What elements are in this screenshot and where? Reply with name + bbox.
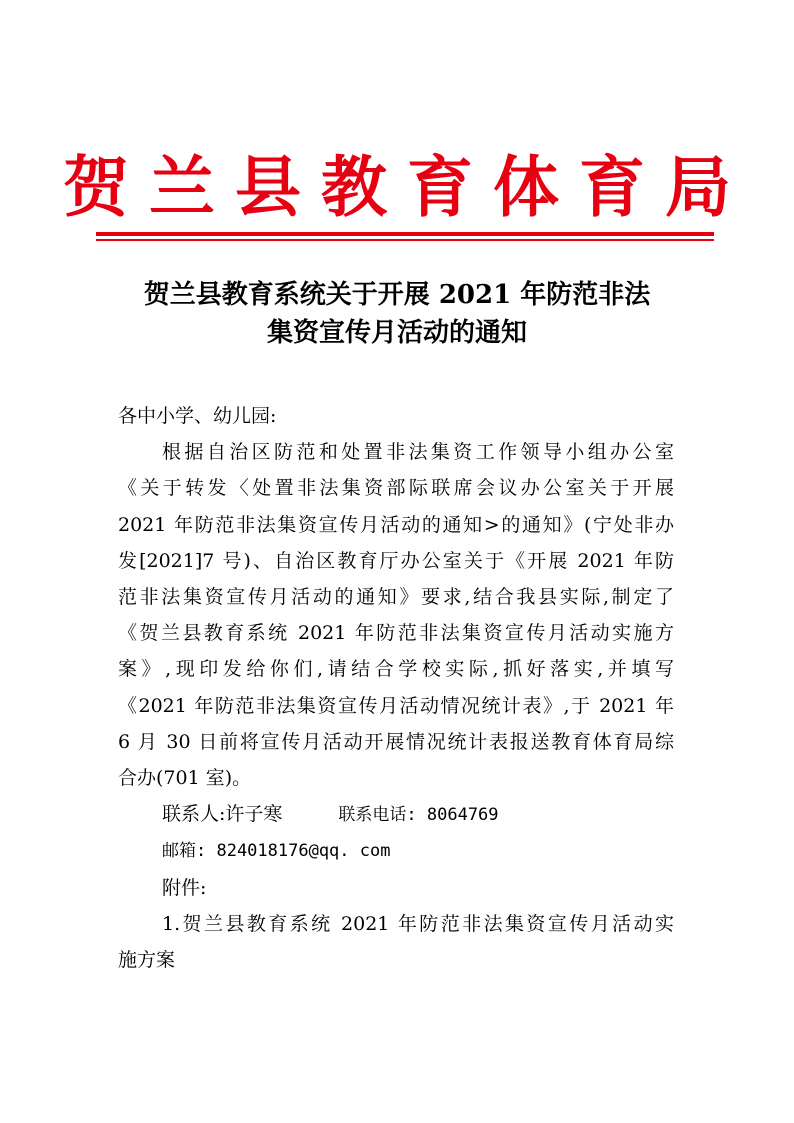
- paragraph-line: 根据自治区防范和处置非法集资工作领导小组办公室: [162, 441, 674, 464]
- document-body: [118, 398, 674, 978]
- masthead-title: 贺兰县教育体育局: [63, 148, 751, 226]
- document-title-line-1: 贺兰县教育系统关于开展 2021 年防范非法: [143, 280, 651, 310]
- contact-person: 联系人:许子寒: [162, 803, 283, 826]
- paragraph-line: 6 月 30 日前将宣传月活动开展情况统计表报送教育体育局综: [118, 730, 674, 753]
- paragraph-line: 案》,现印发给你们,请结合学校实际,抓好落实,并填写: [118, 658, 674, 681]
- contact-email: 邮箱: 824018176@qq. com: [162, 841, 391, 862]
- paragraph-line: 《贺兰县教育系统 2021 年防范非法集资宣传月活动实施方: [118, 622, 674, 645]
- paragraph-line: 合办(701 室)。: [118, 767, 252, 790]
- paragraph-line: 《2021 年防范非法集资宣传月活动情况统计表》,于 2021 年: [118, 694, 674, 717]
- paragraph-line: 《关于转发〈处置非法集资部际联席会议办公室关于开展: [118, 477, 674, 500]
- attachments-label: 附件:: [162, 876, 207, 899]
- paragraph-line: 2021 年防范非法集资宣传月活动的通知>的通知》(宁处非办: [118, 513, 674, 536]
- paragraph-line: 范非法集资宣传月活动的通知》要求,结合我县实际,制定了: [118, 586, 674, 609]
- paragraph-line: 发[2021]7 号)、自治区教育厅办公室关于《开展 2021 年防: [118, 549, 674, 572]
- masthead-rule-thick: [96, 232, 714, 236]
- attachment-item-1: 1.贺兰县教育系统 2021 年防范非法集资宣传月活动实: [162, 912, 674, 935]
- contact-phone: 联系电话: 8064769: [338, 805, 499, 826]
- salutation: 各中小学、幼儿园:: [118, 405, 277, 427]
- document-title: [90, 276, 704, 352]
- contact-line: [118, 796, 674, 833]
- attachment-item-1-continued: 施方案: [118, 949, 176, 972]
- document-title-line-2: 集资宣传月活动的通知: [266, 318, 527, 348]
- masthead-rule-thin: [96, 239, 714, 241]
